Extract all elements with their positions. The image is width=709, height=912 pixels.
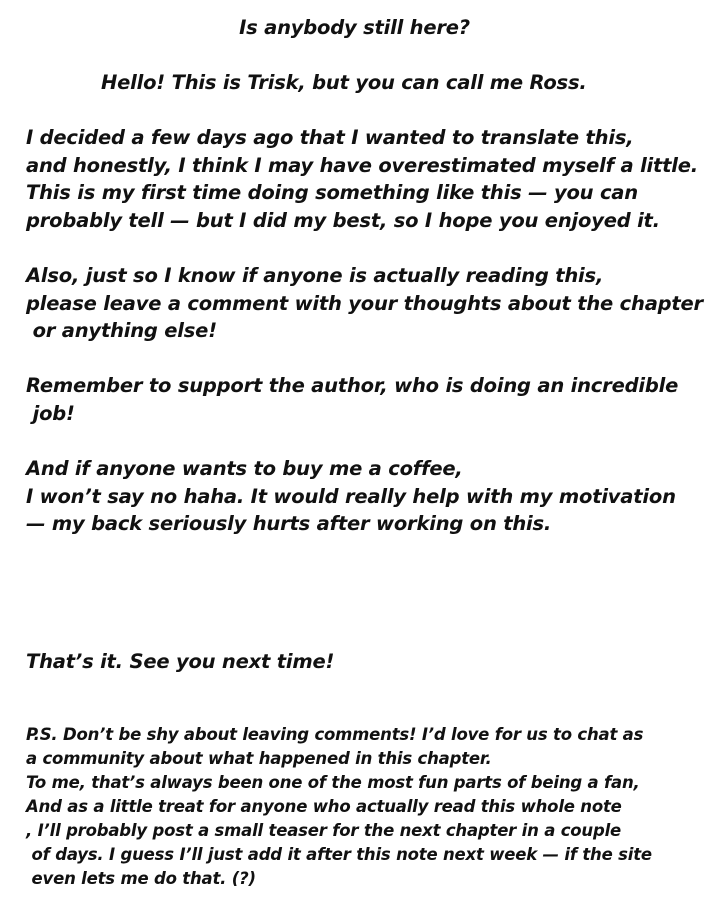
signoff: That’s it. See you next time! [26, 650, 335, 673]
text-line: Also, just so I know if anyone is actually reading this, [26, 264, 604, 287]
text-line: please leave a comment with your thoughts about the chapter [26, 292, 703, 315]
page-title: Is anybody still here? [239, 16, 470, 39]
text-line: a community about what happened in this chapter. [26, 749, 492, 768]
text-line: I decided a few days ago that I wanted to translate this, [26, 126, 634, 149]
text-line: , I’ll probably post a small teaser for the next chapter in a couple [26, 821, 622, 840]
text-line: probably tell — but I did my best, so I hope you enjoyed it. [26, 209, 660, 232]
text-line: I won’t say no haha. It would really help with my motivation [26, 485, 676, 508]
text-line: job! [26, 402, 75, 425]
text-line: or anything else! [26, 319, 217, 342]
text-line: of days. I guess I’ll just add it after this note next week — if the site [26, 845, 652, 864]
text-line: even lets me do that. (?) [26, 869, 256, 888]
greeting: Hello! This is Trisk, but you can call me Ross. [101, 71, 587, 94]
text-line: This is my first time doing something like this — you can [26, 181, 638, 204]
text-line: To me, that’s always been one of the most fun parts of being a fan, [26, 773, 640, 792]
text-line: P.S. Don’t be shy about leaving comments! I’d love for us to chat as [26, 725, 644, 744]
text-line: And as a little treat for anyone who actually read this whole note [26, 797, 622, 816]
text-line: — my back seriously hurts after working on this. [26, 512, 552, 535]
text-line: And if anyone wants to buy me a coffee, [26, 457, 463, 480]
text-line: Remember to support the author, who is doing an incredible [26, 374, 679, 397]
text-line: and honestly, I think I may have overestimated myself a little. [26, 154, 698, 177]
